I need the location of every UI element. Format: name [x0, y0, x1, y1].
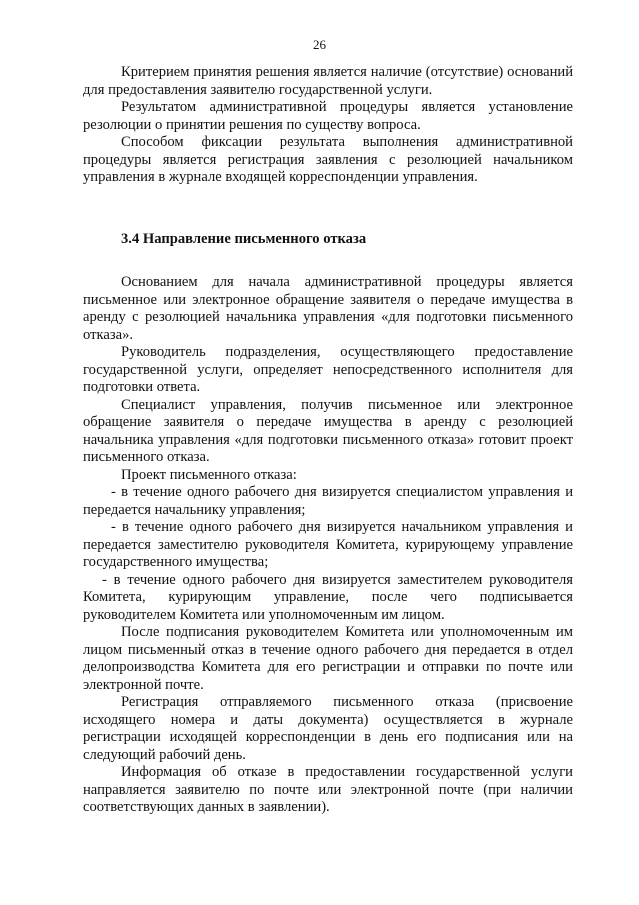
paragraph: Основанием для начала административной процедуры является письменное или электронное обращение заявителя о передаче имущества в аренду с резолюцией начальника управления «для подготовки письменного отказа». — [83, 274, 573, 343]
paragraph: Специалист управления, получив письменное или электронное обращение заявителя о передаче имущества в аренду с резолюцией начальника управления «для подготовки письменного отказа» готовит проект письменного отказа. — [83, 396, 573, 465]
paragraph: Руководитель подразделения, осуществляющего предоставление государственной услуги, определяет непосредственного исполнителя для подготовки ответа. — [83, 344, 573, 395]
list-item: - в течение одного рабочего дня визируется начальником управления и передается заместителю руководителя Комитета, курирующему управление государственного имущества; — [83, 519, 573, 570]
paragraph: Регистрация отправляемого письменного отказа (присвоение исходящего номера и даты документа) осуществляется в журнале регистрации исходящей корреспонденции в день его подписания или на следующий рабочий день. — [83, 694, 573, 763]
paragraph: Информация об отказе в предоставлении государственной услуги направляется заявителю по почте или электронной почте (при наличии соответствующих данных в заявлении). — [83, 764, 573, 815]
list-item: - в течение одного рабочего дня визируется специалистом управления и передается начальнику управления; — [83, 484, 573, 518]
paragraph: Критерием принятия решения является наличие (отсутствие) оснований для предоставления заявителю государственной услуги. — [83, 64, 573, 98]
list-item: - в течение одного рабочего дня визируется заместителем руководителя Комитета, курирующим управление, после чего подписывается руководителем Комитета или уполномоченным им лицом. — [83, 571, 573, 623]
paragraph: Способом фиксации результата выполнения административной процедуры является регистрация заявления с резолюцией начальником управления в журнале входящей корреспонденции управления. — [83, 134, 573, 185]
page-number: 26 — [313, 37, 326, 52]
paragraph: После подписания руководителем Комитета или уполномоченным им лицом письменный отказ в течение одного рабочего дня передается в отдел делопроизводства Комитета для его регистрации и отправки по почте или электронной почте. — [83, 624, 573, 693]
document-body — [83, 64, 573, 817]
paragraph: Проект письменного отказа: — [121, 466, 297, 483]
section-heading: 3.4 Направление письменного отказа — [121, 230, 367, 247]
paragraph: Результатом административной процедуры является установление резолюции о принятии решения по существу вопроса. — [83, 99, 573, 133]
